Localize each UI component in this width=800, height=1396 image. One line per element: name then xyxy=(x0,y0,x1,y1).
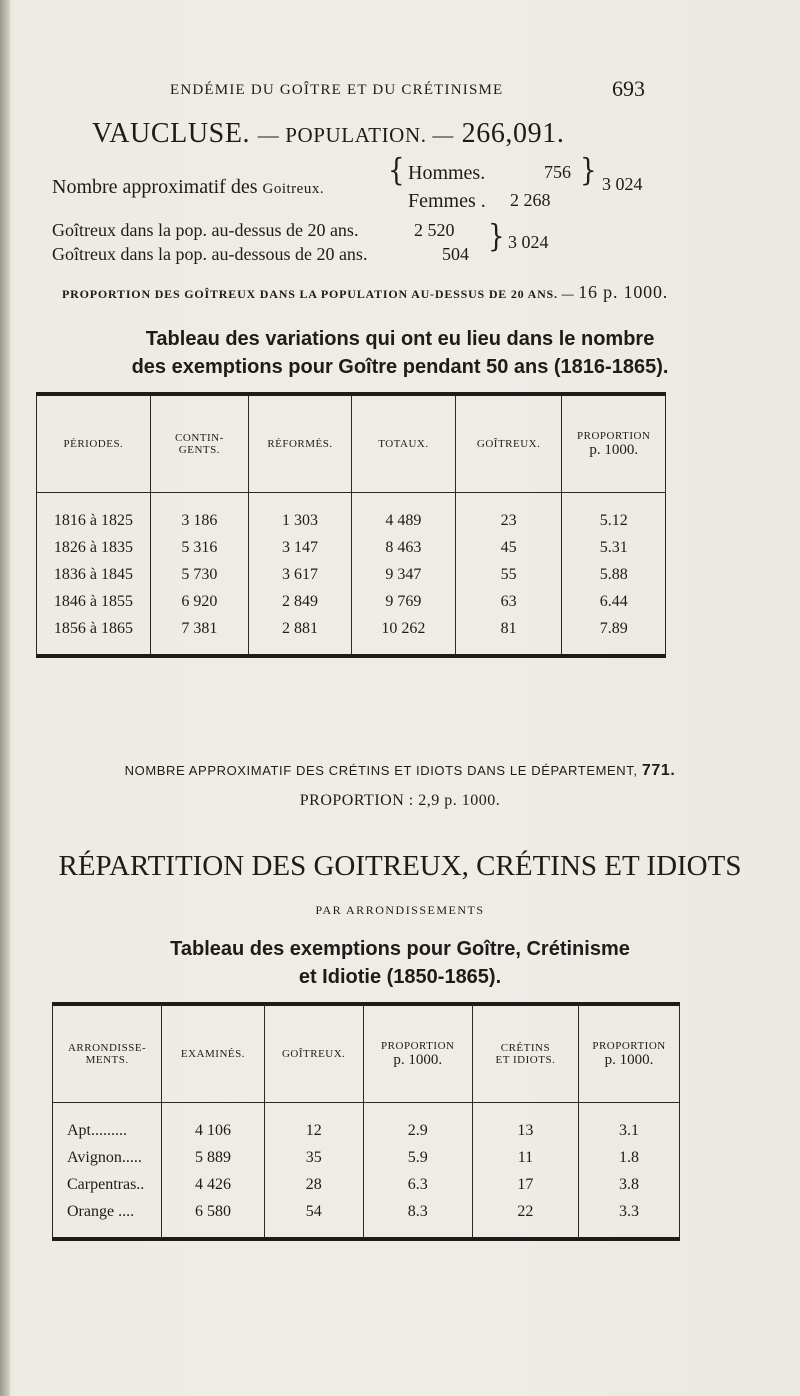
table2-arrondissements xyxy=(52,1002,680,1241)
approx-goitreux-label: Nombre approximatif des Goitreux. xyxy=(52,176,325,198)
table-row: 1856 à 1865 7 381 2 881 10 262 81 7.89 xyxy=(37,615,666,656)
table2-col-proportion-cretins: PROPORTION p. 1000. xyxy=(579,1004,680,1103)
table-row: Apt......... 4 106 12 2.9 13 3.1 xyxy=(53,1103,680,1145)
brace-icon: { xyxy=(388,153,405,189)
below-20-value: 504 xyxy=(442,244,469,264)
table-row: Carpentras.. 4 426 28 6.3 17 3.8 xyxy=(53,1171,680,1198)
hommes-value: 756 xyxy=(544,162,571,182)
hommes-label: Hommes. xyxy=(408,162,486,184)
table2-col-cretins: CRÉTINS ET IDIOTS. xyxy=(472,1004,578,1103)
population-value: 266,091. xyxy=(461,118,565,149)
table2-caption-line1: Tableau des exemptions pour Goître, Crétinisme xyxy=(170,938,630,960)
section-subtitle: PAR ARRONDISSEMENTS xyxy=(315,903,485,917)
table2-col-arrondissements: ARRONDISSE- MENTS. xyxy=(53,1004,162,1103)
running-head: ENDÉMIE DU GOÎTRE ET DU CRÉTINISME xyxy=(170,82,504,98)
brace-icon: } xyxy=(488,219,505,255)
table1-col-periodes: PÉRIODES. xyxy=(37,394,151,493)
table1-col-goitreux: GOÎTREUX. xyxy=(455,394,562,493)
table-row: Avignon..... 5 889 35 5.9 11 1.8 xyxy=(53,1144,680,1171)
table-row: 1826 à 1835 5 316 3 147 8 463 45 5.31 xyxy=(37,534,666,561)
age-split-total: 3 024 xyxy=(508,232,549,252)
section-title: RÉPARTITION DES GOITREUX, CRÉTINS ET IDIOTS xyxy=(58,850,742,882)
table1-variations xyxy=(36,392,666,658)
above-20-label: Goîtreux dans la pop. au-dessus de 20 ans. xyxy=(52,220,359,240)
proportion-line: PROPORTION DES GOÎTREUX DANS LA POPULATION AU-DESSUS DE 20 ANS. — 16 p. 1000. xyxy=(62,282,669,302)
brace-icon: } xyxy=(580,153,597,189)
page-gutter xyxy=(0,0,10,1396)
table-row: Orange .... 6 580 54 8.3 22 3.3 xyxy=(53,1198,680,1239)
femmes-label: Femmes . xyxy=(408,190,486,212)
table-row: 1816 à 1825 3 186 1 303 4 489 23 5.12 xyxy=(37,493,666,535)
table-row: 1836 à 1845 5 730 3 617 9 347 55 5.88 xyxy=(37,561,666,588)
department-name: VAUCLUSE. xyxy=(92,118,251,149)
table2-col-proportion-goitreux: PROPORTION p. 1000. xyxy=(363,1004,472,1103)
table1-caption-line1: Tableau des variations qui ont eu lieu dans le nombre xyxy=(145,328,655,350)
table1-col-reformes: RÉFORMÉS. xyxy=(248,394,351,493)
cretins-note-line1: NOMBRE APPROXIMATIF DES CRÉTINS ET IDIOTS DANS LE DÉPARTEMENT, 771. xyxy=(124,762,676,779)
table-row: 1846 à 1855 6 920 2 849 9 769 63 6.44 xyxy=(37,588,666,615)
table2-col-goitreux: GOÎTREUX. xyxy=(264,1004,363,1103)
department-heading xyxy=(92,118,652,150)
above-20-value: 2 520 xyxy=(414,220,455,240)
below-20-label: Goîtreux dans la pop. au-dessous de 20 ans. xyxy=(52,244,368,264)
approx-total: 3 024 xyxy=(602,174,643,194)
table1-col-contingents: CONTIN- GENTS. xyxy=(150,394,248,493)
cretins-note-line2: PROPORTION : 2,9 p. 1000. xyxy=(299,792,501,809)
table1-col-proportion: PROPORTION p. 1000. xyxy=(562,394,666,493)
femmes-value: 2 268 xyxy=(510,190,551,210)
table1-caption-line2: des exemptions pour Goître pendant 50 ans (1816-1865). xyxy=(131,356,669,378)
table1-col-totaux: TOTAUX. xyxy=(351,394,455,493)
table2-caption-line2: et Idiotie (1850-1865). xyxy=(298,966,502,988)
table2-col-examines: EXAMINÉS. xyxy=(162,1004,264,1103)
population-label: — POPULATION. — xyxy=(257,123,455,147)
page-number: 693 xyxy=(612,76,645,101)
